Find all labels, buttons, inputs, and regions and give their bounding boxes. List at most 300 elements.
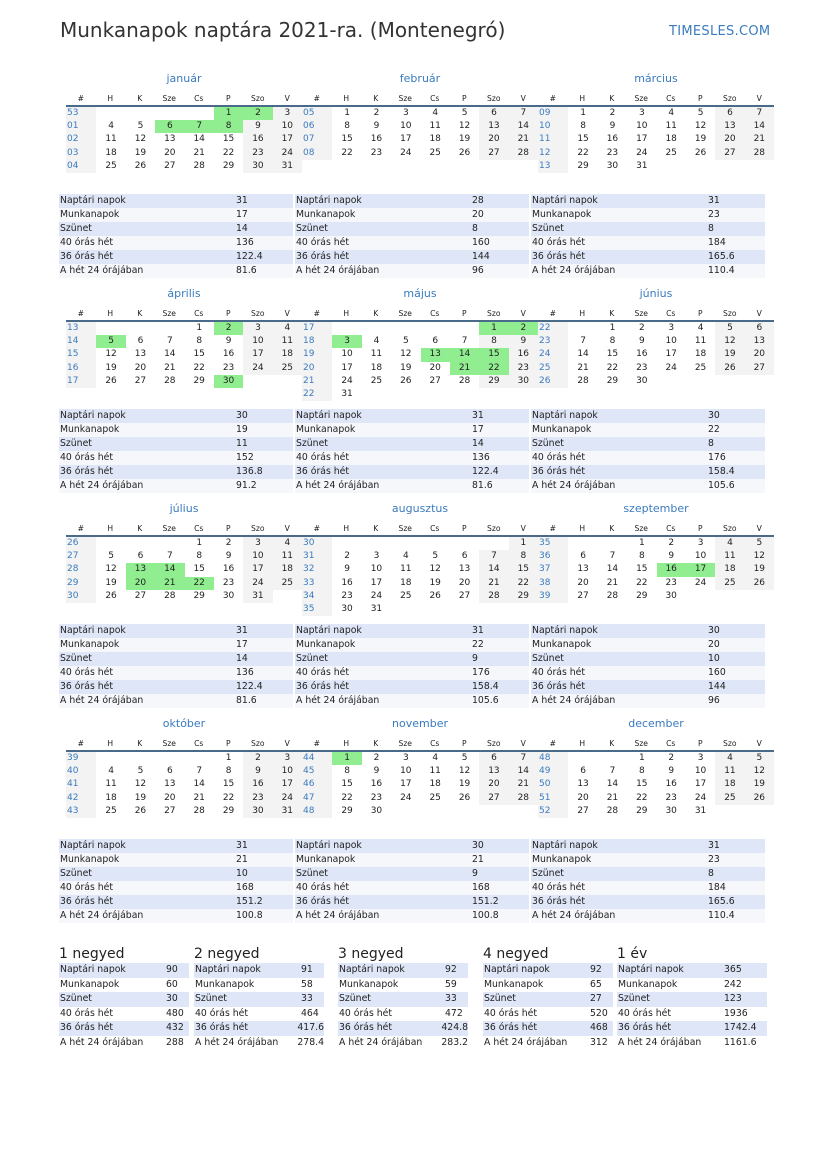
weekday-header: P <box>697 739 703 748</box>
day-cell: 11 <box>715 765 744 778</box>
month-grid <box>66 92 302 173</box>
day-cell: 1 <box>509 537 538 550</box>
day-cell: 25 <box>429 147 441 158</box>
day-cell <box>126 752 155 765</box>
day-cell: 21 <box>745 133 774 146</box>
day-cell: 2 <box>373 108 380 118</box>
stats-label: 40 órás hét <box>60 882 114 893</box>
day-cell <box>450 805 479 818</box>
day-cell <box>715 375 744 388</box>
day-cell: 19 <box>134 792 147 803</box>
day-cell: 15 <box>636 779 648 790</box>
stats-row <box>295 465 529 479</box>
weekday-header: H <box>579 739 586 748</box>
weekday-header: K <box>137 309 143 318</box>
stats-label: Szünet <box>60 438 92 449</box>
week-number: 41 <box>66 778 96 791</box>
quarter-stats-row <box>617 1036 767 1051</box>
stats-value: 152 <box>236 452 254 463</box>
quarter-stats-label: 40 órás hét <box>60 1007 114 1019</box>
week-number: 14 <box>66 335 96 348</box>
day-cell: 16 <box>370 779 383 790</box>
stats-label: Naptári napok <box>532 840 598 851</box>
day-cell: 3 <box>402 753 409 763</box>
quarter-stats-row <box>617 1021 767 1036</box>
quarter-title: 3 negyed <box>338 946 404 962</box>
day-cell: 16 <box>222 349 235 360</box>
day-cell: 5 <box>137 766 144 777</box>
day-cell <box>568 322 597 335</box>
stats-row <box>59 236 293 250</box>
weekday-header: Szo <box>487 94 501 103</box>
stats-row <box>295 409 529 423</box>
day-cell: 13 <box>458 564 471 575</box>
quarter-stats-row <box>483 992 613 1007</box>
week-row <box>66 348 302 361</box>
day-cell: 17 <box>341 362 353 373</box>
stats-row <box>295 236 529 250</box>
day-cell: 20 <box>164 147 176 158</box>
day-cell: 28 <box>606 590 619 601</box>
stats-value: 151.2 <box>236 896 263 907</box>
stats-label: 36 órás hét <box>532 251 586 262</box>
stats-row <box>531 624 765 638</box>
day-cell: 30 <box>606 160 619 171</box>
day-cell: 10 <box>243 335 272 348</box>
stats-label: A hét 24 órájában <box>296 265 380 276</box>
stats-row <box>59 465 293 479</box>
week-number: 28 <box>66 563 96 576</box>
week-row <box>302 765 538 778</box>
weekday-header: Cs <box>194 524 204 533</box>
day-cell: 13 <box>577 779 589 790</box>
day-cell: 8 <box>638 766 645 777</box>
quarter-block <box>617 945 767 1050</box>
quarter-stats-label: A hét 24 órájában <box>195 1036 279 1048</box>
day-cell: 9 <box>509 335 538 348</box>
weekday-header: V <box>284 739 290 748</box>
stats-value: 165.6 <box>708 896 735 907</box>
day-cell <box>715 590 744 603</box>
day-cell: 20 <box>458 577 471 588</box>
quarter-stats-row <box>617 978 767 993</box>
weekday-header-row <box>302 522 538 537</box>
day-cell: 28 <box>193 160 205 171</box>
day-cell: 15 <box>222 134 235 145</box>
day-cell: 24 <box>400 792 412 803</box>
weekday-header-row <box>66 737 302 752</box>
day-cell: 25 <box>105 160 117 171</box>
month-calendar <box>66 72 302 173</box>
stats-value: 21 <box>236 854 248 865</box>
stats-row <box>59 839 293 853</box>
week-row <box>538 537 774 550</box>
stats-label: Munkanapok <box>296 209 356 220</box>
weekday-header: # <box>313 309 320 318</box>
weekday-header: Szo <box>723 94 737 103</box>
day-cell: 2 <box>243 752 272 765</box>
day-cell: 25 <box>715 577 744 590</box>
stats-value: 31 <box>472 625 484 636</box>
weekday-header: # <box>77 309 84 318</box>
day-cell: 26 <box>400 375 412 386</box>
stats-value: 96 <box>472 265 484 276</box>
stats-row <box>531 409 765 423</box>
stats-value: 21 <box>472 854 484 865</box>
day-cell: 25 <box>400 590 412 601</box>
day-cell: 29 <box>193 375 205 386</box>
day-cell: 25 <box>694 362 707 373</box>
day-cell: 23 <box>341 590 353 601</box>
stats-row <box>531 839 765 853</box>
day-cell: 11 <box>665 121 677 132</box>
day-cell: 18 <box>715 563 744 576</box>
quarter-stats <box>194 963 324 1050</box>
day-cell: 22 <box>509 577 538 590</box>
weekday-header: Cs <box>430 524 440 533</box>
day-cell <box>657 160 686 173</box>
week-number: 27 <box>66 550 96 563</box>
month-name: január <box>166 72 202 85</box>
quarter-stats-value: 33 <box>301 993 313 1004</box>
month-grid <box>538 522 774 603</box>
weekday-header: Cs <box>666 739 676 748</box>
stats-label: 36 órás hét <box>60 466 114 477</box>
stats-row <box>531 652 765 666</box>
stats-row <box>531 909 765 923</box>
stats-row <box>531 208 765 222</box>
weekday-header: H <box>579 524 586 533</box>
quarter-stats-value: 60 <box>166 978 178 990</box>
stats-row <box>531 264 765 278</box>
stats-row <box>295 680 529 694</box>
stats-label: 36 órás hét <box>60 896 114 907</box>
day-cell: 12 <box>105 349 117 360</box>
day-cell: 28 <box>164 590 176 601</box>
weekday-header: P <box>697 309 703 318</box>
day-cell <box>450 388 479 401</box>
week-row <box>302 603 538 616</box>
stats-label: Munkanapok <box>532 209 592 220</box>
weekday-header-row <box>66 92 302 107</box>
week-row <box>66 590 302 603</box>
week-row <box>66 107 302 120</box>
weekday-header: K <box>373 739 379 748</box>
stats-value: 19 <box>236 424 248 435</box>
stats-label: Szünet <box>532 438 564 449</box>
day-cell: 24 <box>636 147 648 158</box>
day-cell: 30 <box>341 603 353 614</box>
stats-row <box>59 409 293 423</box>
month-calendar <box>302 72 538 160</box>
stats-value: 81.6 <box>236 695 257 706</box>
week-row <box>66 322 302 335</box>
month-name: március <box>634 72 678 85</box>
weekday-header: P <box>697 94 703 103</box>
weekday-header: H <box>343 739 350 748</box>
day-cell <box>126 537 155 550</box>
holiday-day-cell: 6 <box>155 120 184 133</box>
stats-label: Naptári napok <box>60 195 126 206</box>
day-cell: 5 <box>432 551 439 562</box>
quarter-stats-row <box>194 978 324 993</box>
stats-label: A hét 24 órájában <box>296 480 380 491</box>
quarter-stats-value: 464 <box>301 1007 319 1019</box>
week-row <box>66 792 302 805</box>
weekday-header: Cs <box>430 94 440 103</box>
day-cell: 13 <box>134 349 147 360</box>
day-cell: 21 <box>193 147 205 158</box>
brand-link[interactable]: TIMESLES.COM <box>669 24 771 39</box>
day-cell: 12 <box>745 765 774 778</box>
day-cell: 29 <box>341 805 353 816</box>
stats-value: 110.4 <box>708 265 735 276</box>
week-number: 02 <box>66 133 96 146</box>
day-cell: 18 <box>400 577 412 588</box>
day-cell <box>450 537 479 550</box>
weekday-header: P <box>225 309 231 318</box>
day-cell: 14 <box>479 563 508 576</box>
stats-label: 36 órás hét <box>296 466 350 477</box>
stats-value: 8 <box>708 868 714 879</box>
day-cell: 7 <box>166 551 173 562</box>
day-cell: 1 <box>196 538 203 548</box>
week-number: 48 <box>538 752 568 765</box>
day-cell: 16 <box>243 778 272 791</box>
week-row <box>302 375 538 388</box>
week-number: 07 <box>302 133 332 146</box>
quarter-stats-label: 40 órás hét <box>484 1007 538 1019</box>
day-cell: 7 <box>509 752 538 765</box>
quarter-stats-row <box>194 992 324 1007</box>
weekday-header: K <box>609 524 615 533</box>
holiday-day-cell: 16 <box>657 563 686 576</box>
week-number: 30 <box>66 590 96 603</box>
weekday-header: K <box>137 524 143 533</box>
day-cell: 12 <box>458 121 471 132</box>
day-cell: 23 <box>665 577 677 588</box>
quarter-stats <box>338 963 468 1050</box>
quarter-stats-row <box>617 992 767 1007</box>
weekday-header: V <box>520 524 526 533</box>
day-cell: 9 <box>609 121 616 132</box>
quarter-stats-row <box>338 992 468 1007</box>
weekday-header: P <box>461 524 467 533</box>
month-name: szeptember <box>623 502 689 515</box>
day-cell: 27 <box>429 375 441 386</box>
weekday-header: V <box>756 94 762 103</box>
day-cell: 24 <box>341 375 353 386</box>
stats-row <box>295 839 529 853</box>
weekday-header: Cs <box>666 309 676 318</box>
day-cell: 18 <box>429 134 441 145</box>
stats-value: 20 <box>708 639 720 650</box>
stats-row <box>531 479 765 493</box>
stats-label: 40 órás hét <box>532 667 586 678</box>
week-row <box>66 752 302 765</box>
week-row <box>302 362 538 375</box>
day-cell: 30 <box>665 590 677 601</box>
quarter-stats-value: 90 <box>166 964 178 975</box>
stats-value: 30 <box>472 840 484 851</box>
week-row <box>302 805 538 818</box>
stats-row <box>59 264 293 278</box>
stats-label: Naptári napok <box>296 195 362 206</box>
stats-label: 36 órás hét <box>532 466 586 477</box>
week-number: 40 <box>66 765 96 778</box>
day-cell <box>391 805 420 818</box>
day-cell: 2 <box>344 551 350 562</box>
stats-value: 144 <box>708 681 726 692</box>
day-cell: 29 <box>606 375 619 386</box>
day-cell: 18 <box>105 147 117 158</box>
week-row <box>538 805 774 818</box>
month-name: április <box>167 287 201 300</box>
stats-value: 31 <box>236 840 248 851</box>
day-cell: 31 <box>341 388 353 399</box>
stats-label: Naptári napok <box>532 625 598 636</box>
month-calendar <box>66 717 302 818</box>
quarter-stats-label: Naptári napok <box>484 964 550 975</box>
weekday-header: Cs <box>194 94 204 103</box>
stats-row <box>531 423 765 437</box>
holiday-day-cell: 1 <box>214 107 243 120</box>
day-cell: 5 <box>745 752 774 765</box>
weekday-header: K <box>609 309 615 318</box>
day-cell: 23 <box>509 362 538 375</box>
day-cell: 22 <box>636 792 648 803</box>
day-cell: 30 <box>243 805 272 818</box>
day-cell: 23 <box>243 147 272 160</box>
stats-row <box>295 222 529 236</box>
day-cell <box>96 322 125 335</box>
day-cell: 16 <box>665 779 677 790</box>
week-number: 36 <box>538 550 568 563</box>
day-cell: 21 <box>509 133 538 146</box>
day-cell: 20 <box>479 778 508 791</box>
day-cell: 7 <box>580 336 586 347</box>
month-name: június <box>639 287 673 300</box>
quarter-stats <box>483 963 613 1050</box>
stats-label: 36 órás hét <box>60 681 114 692</box>
day-cell: 4 <box>373 336 380 347</box>
stats-label: 36 órás hét <box>296 681 350 692</box>
stats-value: 136.8 <box>236 466 263 477</box>
quarter-stats-value: 1936 <box>724 1007 748 1019</box>
stats-row <box>531 250 765 264</box>
weekday-header: Sze <box>398 739 412 748</box>
day-cell: 31 <box>273 160 302 173</box>
day-cell <box>391 388 420 401</box>
day-cell: 2 <box>668 753 675 763</box>
week-row <box>302 388 538 401</box>
week-number: 42 <box>66 792 96 805</box>
day-cell: 24 <box>273 147 302 160</box>
holiday-day-cell: 13 <box>126 563 155 576</box>
day-cell: 19 <box>429 577 441 588</box>
day-cell: 27 <box>479 792 508 805</box>
week-number: 04 <box>66 160 96 173</box>
quarter-block <box>483 945 613 1050</box>
weekday-header: H <box>579 94 586 103</box>
weekday-header: V <box>284 524 290 533</box>
day-cell: 23 <box>222 362 235 373</box>
day-cell: 23 <box>370 792 383 803</box>
stats-row <box>59 895 293 909</box>
day-cell: 27 <box>715 147 744 160</box>
month-name: augusztus <box>391 502 449 515</box>
weekday-header: K <box>137 739 143 748</box>
month-calendar <box>66 287 302 388</box>
quarter-title: 1 év <box>617 946 648 962</box>
quarter-stats-label: Naptári napok <box>60 964 126 975</box>
day-cell: 24 <box>370 590 383 601</box>
weekday-header: Szo <box>723 309 737 318</box>
weekday-header: K <box>373 309 379 318</box>
day-cell <box>745 805 774 818</box>
weekday-header: Szo <box>251 309 265 318</box>
week-row <box>538 348 774 361</box>
day-cell: 23 <box>222 577 235 588</box>
stats-label: A hét 24 órájában <box>296 695 380 706</box>
week-number: 03 <box>66 147 96 160</box>
day-cell: 15 <box>636 564 648 575</box>
day-cell: 10 <box>400 766 412 777</box>
day-cell: 25 <box>665 147 677 158</box>
day-cell: 28 <box>193 805 205 816</box>
stats-row <box>59 250 293 264</box>
day-cell: 22 <box>577 147 589 158</box>
weekday-header: H <box>107 309 114 318</box>
month-calendar <box>538 717 774 818</box>
day-cell: 1 <box>609 323 616 333</box>
day-cell: 29 <box>479 375 508 388</box>
week-number: 11 <box>538 133 568 146</box>
weekday-header: V <box>520 94 526 103</box>
day-cell: 9 <box>373 121 380 132</box>
stats-label: Munkanapok <box>60 424 120 435</box>
month-name: február <box>399 72 441 85</box>
week-number: 12 <box>538 147 568 160</box>
holiday-day-cell: 13 <box>421 348 450 361</box>
day-cell: 29 <box>222 160 235 171</box>
quarter-title: 4 negyed <box>483 946 549 962</box>
stats-row <box>295 694 529 708</box>
stats-row <box>531 881 765 895</box>
weekday-header: Sze <box>634 309 648 318</box>
quarter-stats-row <box>194 1036 324 1051</box>
day-cell: 11 <box>715 550 744 563</box>
day-cell: 27 <box>134 590 147 601</box>
stats-label: 40 órás hét <box>296 667 350 678</box>
stats-label: 36 órás hét <box>296 251 350 262</box>
week-number: 21 <box>302 375 332 388</box>
day-cell: 26 <box>745 792 774 805</box>
stats-label: A hét 24 órájában <box>60 695 144 706</box>
day-cell: 4 <box>432 108 439 118</box>
stats-label: A hét 24 órájában <box>60 480 144 491</box>
weekday-header: # <box>549 309 556 318</box>
stats-value: 91.2 <box>236 480 257 491</box>
day-cell: 5 <box>137 121 144 132</box>
day-cell: 24 <box>665 362 677 373</box>
week-number: 32 <box>302 563 332 576</box>
day-cell: 11 <box>370 349 383 360</box>
quarter-stats-value: 432 <box>166 1022 184 1033</box>
week-number: 45 <box>302 765 332 778</box>
day-cell: 12 <box>134 779 147 790</box>
day-cell: 8 <box>509 550 538 563</box>
